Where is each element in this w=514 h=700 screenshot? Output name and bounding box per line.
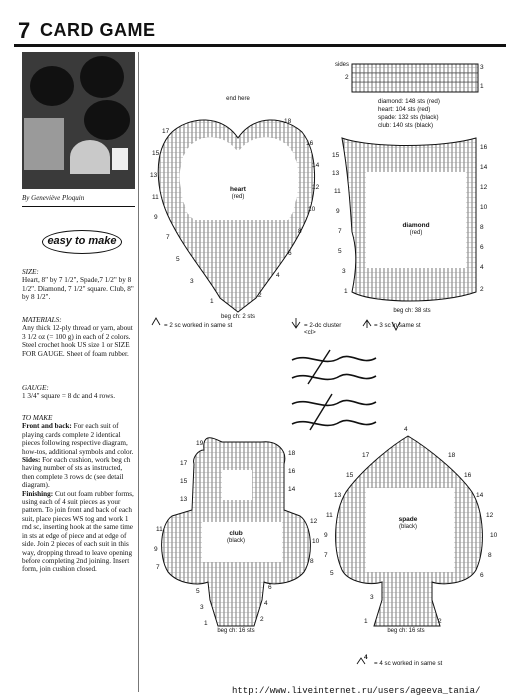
spade-row-9: 9 — [324, 532, 328, 539]
heart-row-17: 17 — [162, 128, 170, 135]
sides-count-club: club: 140 sts (black) — [378, 122, 434, 129]
sides-row-1: 1 — [480, 83, 484, 90]
diamond-row-9: 9 — [336, 208, 340, 215]
heart-row-15: 15 — [152, 150, 160, 157]
spade-row-15: 15 — [346, 472, 354, 479]
club-row-19: 19 — [196, 440, 204, 447]
sides-row-3: 3 — [480, 64, 484, 71]
club-row-18: 18 — [288, 450, 296, 457]
page-title: CARD GAME — [40, 20, 156, 40]
spade-row-14: 14 — [476, 492, 484, 499]
club-row-3: 3 — [200, 604, 204, 611]
club-beginning-chain: beg ch: 16 sts — [217, 628, 255, 634]
diamond-row-11: 11 — [334, 188, 341, 195]
project-number: 7 — [18, 18, 31, 43]
heart-row-13: 13 — [150, 172, 158, 179]
club-row-4: 4 — [264, 600, 268, 607]
heart-row-2: 2 — [258, 292, 262, 299]
heart-end-note: end here — [226, 96, 250, 102]
legend-two-dc-cluster: = 2-dc cluster <cl> — [304, 322, 342, 336]
diamond-row-6: 6 — [480, 244, 484, 251]
club-row-7: 7 — [156, 564, 160, 571]
spade-row-6: 6 — [480, 572, 484, 579]
heart-row-6: 6 — [288, 250, 292, 257]
club-row-14: 14 — [288, 486, 296, 493]
heart-row-3: 3 — [190, 278, 194, 285]
heart-row-18: 18 — [284, 118, 292, 125]
spade-beginning-chain: beg ch: 16 sts — [387, 628, 425, 634]
club-row-16: 16 — [288, 468, 296, 475]
diagrams-area — [142, 52, 510, 688]
diamond-row-13: 13 — [332, 170, 340, 177]
spade-row-16: 16 — [464, 472, 472, 479]
club-row-13: 13 — [180, 496, 188, 503]
to-make-section: TO MAKE Front and back: For each suit of playing cards complete 2 identical pieces following respective diagram, how-tos, additional symbols and color. Sides: For each cushion, work beg ch having number of sts as instructed, then complete 3 rows dc (see detail diagram). Finishing: Cut out foam rubber forms, using each of 4 suit pieces as your pattern. To join front and back of each suit, place pieces WS tog and work 1 rnd sc, inserting hook at the same time in sts at edge of piece and at edge of side. Join 2 pieces of each suit in this way, dropping thread to leave opening before completing 2nd joining. Insert form, join cushion closed. — [22, 414, 134, 574]
club-row-17: 17 — [180, 460, 188, 467]
club-row-1: 1 — [204, 620, 208, 627]
diamond-row-7: 7 — [338, 228, 342, 235]
diamond-diagram — [342, 138, 476, 301]
spade-row-17: 17 — [362, 452, 370, 459]
spade-row-12: 12 — [486, 512, 494, 519]
heart-beginning-chain: beg ch: 2 sts — [220, 314, 256, 320]
spade-row-2: 2 — [438, 618, 442, 625]
heart-row-10: 10 — [308, 206, 316, 213]
diamond-row-2: 2 — [480, 286, 484, 293]
diamond-color: (red) — [409, 230, 423, 236]
heart-row-14: 14 — [312, 162, 320, 169]
heart-row-11: 11 — [152, 194, 159, 201]
cluster-detail-illustration — [292, 350, 376, 430]
size-section: SIZE: Heart, 8" by 7 1/2", Spade,7 1/2" by 8 1/2". Diamond, 7 1/2" square. Club, 8" by 8 1/2". — [22, 268, 134, 302]
heart-row-7: 7 — [166, 234, 170, 241]
column-divider — [22, 206, 135, 207]
sides-label: sides — [334, 62, 349, 68]
club-row-2: 2 — [260, 616, 264, 623]
diamond-row-15: 15 — [332, 152, 340, 159]
sides-diagram — [352, 64, 478, 92]
diamond-row-1: 1 — [344, 288, 348, 295]
heart-row-12: 12 — [312, 184, 320, 191]
legend-four-marker: 4 — [364, 654, 368, 661]
spade-top-marker: 4 — [404, 426, 408, 433]
column-rule — [138, 52, 139, 692]
sides-count-heart: heart: 104 sts (red) — [378, 106, 431, 113]
heart-row-9: 9 — [154, 214, 158, 221]
spade-row-5: 5 — [330, 570, 334, 577]
header-rule — [14, 44, 506, 47]
legend-three-sc: = 3 sc in same st — [374, 322, 421, 329]
club-row-8: 8 — [310, 558, 314, 565]
club-row-10: 10 — [312, 538, 320, 545]
heart-row-16: 16 — [306, 140, 314, 147]
easy-to-make-badge: easy to make — [42, 230, 122, 254]
spade-label: spade — [398, 516, 418, 523]
diamond-row-16: 16 — [480, 144, 488, 151]
spade-row-18: 18 — [448, 452, 456, 459]
spade-color: (black) — [398, 524, 417, 530]
page-header — [14, 18, 506, 44]
heart-row-4: 4 — [276, 272, 280, 279]
diamond-row-4: 4 — [480, 264, 484, 271]
diamond-row-10: 10 — [480, 204, 488, 211]
heart-color: (red) — [231, 194, 245, 200]
heart-row-5: 5 — [176, 256, 180, 263]
spade-row-7: 7 — [324, 552, 328, 559]
spade-row-3: 3 — [370, 594, 374, 601]
product-photo — [22, 52, 135, 189]
diamond-row-3: 3 — [342, 268, 346, 275]
diamond-row-14: 14 — [480, 164, 488, 171]
diamond-row-8: 8 — [480, 224, 484, 231]
diamond-beginning-chain: beg ch: 38 sts — [393, 308, 431, 314]
diamond-label: diamond — [402, 222, 430, 229]
diamond-row-5: 5 — [338, 248, 342, 255]
instructions-column — [22, 52, 135, 692]
club-row-12: 12 — [310, 518, 318, 525]
sides-row-2: 2 — [345, 74, 349, 81]
club-color: (black) — [226, 538, 245, 544]
club-row-9: 9 — [154, 546, 158, 553]
author-credit: By Geneviève Ploquin — [22, 194, 85, 202]
legend-two-sc: = 2 sc worked in same st — [164, 322, 233, 329]
spade-row-13: 13 — [334, 492, 342, 499]
heart-row-8: 8 — [298, 228, 302, 235]
spade-row-10: 10 — [490, 532, 498, 539]
heart-diagram — [158, 120, 314, 312]
heart-label: heart — [230, 186, 246, 193]
sides-count-spade: spade: 132 sts (black) — [378, 114, 439, 121]
legend-four-sc: = 4 sc worked in same st — [374, 660, 443, 667]
sides-count-diamond: diamond: 148 sts (red) — [378, 98, 440, 105]
spade-diagram — [336, 436, 483, 626]
materials-section: MATERIALS: Any thick 12-ply thread or yarn, about 3 1/2 oz (= 100 g) in each of 2 colors. Steel crochet hook US size 1 or SIZE FOR GAUGE. Sheet of foam rubber. — [22, 316, 133, 358]
club-row-5: 5 — [196, 588, 200, 595]
club-label: club — [229, 530, 243, 537]
spade-row-1: 1 — [364, 618, 368, 625]
heart-row-1: 1 — [210, 298, 214, 305]
gauge-section: GAUGE: 1 3/4" square = 8 dc and 4 rows. — [22, 384, 116, 401]
spade-row-11: 11 — [326, 512, 333, 519]
club-row-6: 6 — [268, 584, 272, 591]
spade-row-8: 8 — [488, 552, 492, 559]
watermark-url: http://www.liveinternet.ru/users/ageeva_tania/ — [232, 686, 481, 696]
diamond-row-12: 12 — [480, 184, 488, 191]
club-row-11: 11 — [156, 526, 163, 533]
club-row-15: 15 — [180, 478, 188, 485]
